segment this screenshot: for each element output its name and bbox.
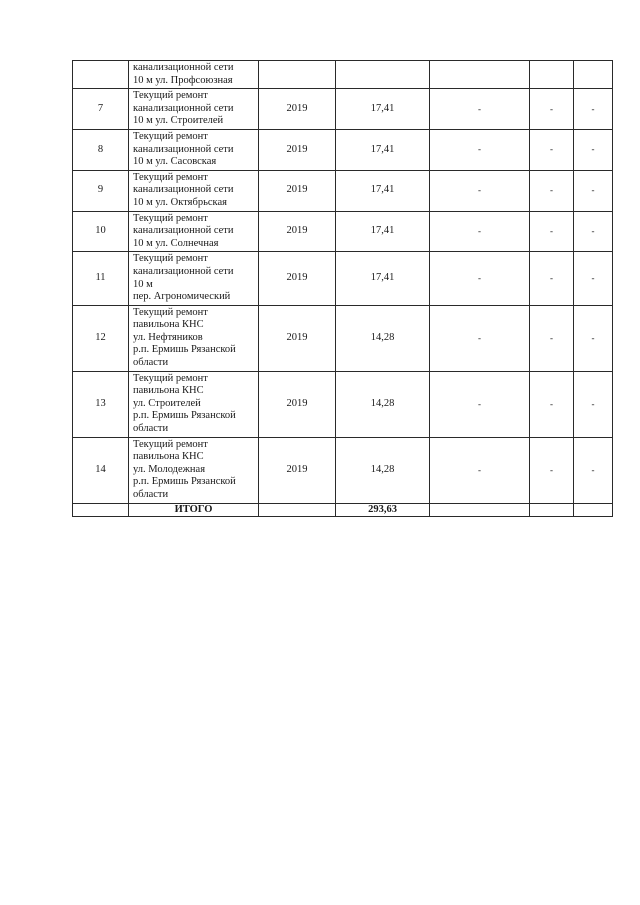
table-row (73, 170, 613, 211)
row-year: 2019 (259, 252, 336, 305)
row-col-3: - (574, 170, 613, 211)
row-col-1: - (430, 252, 530, 305)
total-col-2 (530, 503, 574, 516)
row-description: канализационной сети 10 м ул. Профсоюзная (129, 61, 259, 89)
row-col-1: - (430, 211, 530, 252)
row-amount: 14,28 (336, 305, 430, 371)
row-description: Текущий ремонт павильона КНС ул. Нефтяников р.п. Ермишь Рязанской области (129, 305, 259, 371)
row-col-3 (574, 61, 613, 89)
row-year: 2019 (259, 89, 336, 130)
row-year: 2019 (259, 437, 336, 503)
table-row (73, 129, 613, 170)
total-col-3 (574, 503, 613, 516)
row-number: 13 (73, 371, 129, 437)
row-col-2: - (530, 129, 574, 170)
table-row (73, 89, 613, 130)
row-description: Текущий ремонт канализационной сети 10 м ул. Сасовская (129, 129, 259, 170)
row-number: 7 (73, 89, 129, 130)
table-row-continued (73, 61, 613, 89)
row-amount: 14,28 (336, 371, 430, 437)
row-number: 10 (73, 211, 129, 252)
row-col-3: - (574, 252, 613, 305)
row-col-3: - (574, 371, 613, 437)
total-amount: 293,63 (336, 503, 430, 516)
table-row (73, 371, 613, 437)
row-year: 2019 (259, 170, 336, 211)
row-col-2: - (530, 371, 574, 437)
row-col-3: - (574, 437, 613, 503)
total-number-cell (73, 503, 129, 516)
row-col-1: - (430, 305, 530, 371)
row-col-3: - (574, 129, 613, 170)
row-col-1: - (430, 170, 530, 211)
row-col-1 (430, 61, 530, 89)
total-label: ИТОГО (129, 503, 259, 516)
row-amount: 17,41 (336, 129, 430, 170)
row-col-2: - (530, 89, 574, 130)
row-col-2: - (530, 305, 574, 371)
row-description: Текущий ремонт канализационной сети 10 м ул. Октябрьская (129, 170, 259, 211)
row-amount: 17,41 (336, 211, 430, 252)
row-number: 12 (73, 305, 129, 371)
row-number-cell (73, 61, 129, 89)
row-year (259, 61, 336, 89)
row-col-1: - (430, 129, 530, 170)
row-number: 14 (73, 437, 129, 503)
row-col-1: - (430, 371, 530, 437)
row-number: 11 (73, 252, 129, 305)
row-amount: 17,41 (336, 170, 430, 211)
row-col-2 (530, 61, 574, 89)
row-amount: 17,41 (336, 252, 430, 305)
row-number: 8 (73, 129, 129, 170)
row-col-2: - (530, 211, 574, 252)
total-year-cell (259, 503, 336, 516)
table-row (73, 211, 613, 252)
row-col-2: - (530, 252, 574, 305)
row-col-3: - (574, 211, 613, 252)
row-description: Текущий ремонт павильона КНС ул. Строителей р.п. Ермишь Рязанской области (129, 371, 259, 437)
row-description: Текущий ремонт павильона КНС ул. Молодежная р.п. Ермишь Рязанской области (129, 437, 259, 503)
row-year: 2019 (259, 371, 336, 437)
row-amount: 17,41 (336, 89, 430, 130)
row-number: 9 (73, 170, 129, 211)
row-col-1: - (430, 89, 530, 130)
row-col-3: - (574, 305, 613, 371)
row-col-3: - (574, 89, 613, 130)
row-amount (336, 61, 430, 89)
row-year: 2019 (259, 211, 336, 252)
total-col-1 (430, 503, 530, 516)
row-col-1: - (430, 437, 530, 503)
total-row (73, 503, 613, 516)
row-description: Текущий ремонт канализационной сети 10 м пер. Агрономический (129, 252, 259, 305)
table-row (73, 305, 613, 371)
row-description: Текущий ремонт канализационной сети 10 м ул. Солнечная (129, 211, 259, 252)
table-row (73, 437, 613, 503)
row-col-2: - (530, 170, 574, 211)
row-year: 2019 (259, 305, 336, 371)
table-row (73, 252, 613, 305)
row-year: 2019 (259, 129, 336, 170)
row-col-2: - (530, 437, 574, 503)
row-amount: 14,28 (336, 437, 430, 503)
row-description: Текущий ремонт канализационной сети 10 м ул. Строителей (129, 89, 259, 130)
works-table (72, 60, 613, 517)
